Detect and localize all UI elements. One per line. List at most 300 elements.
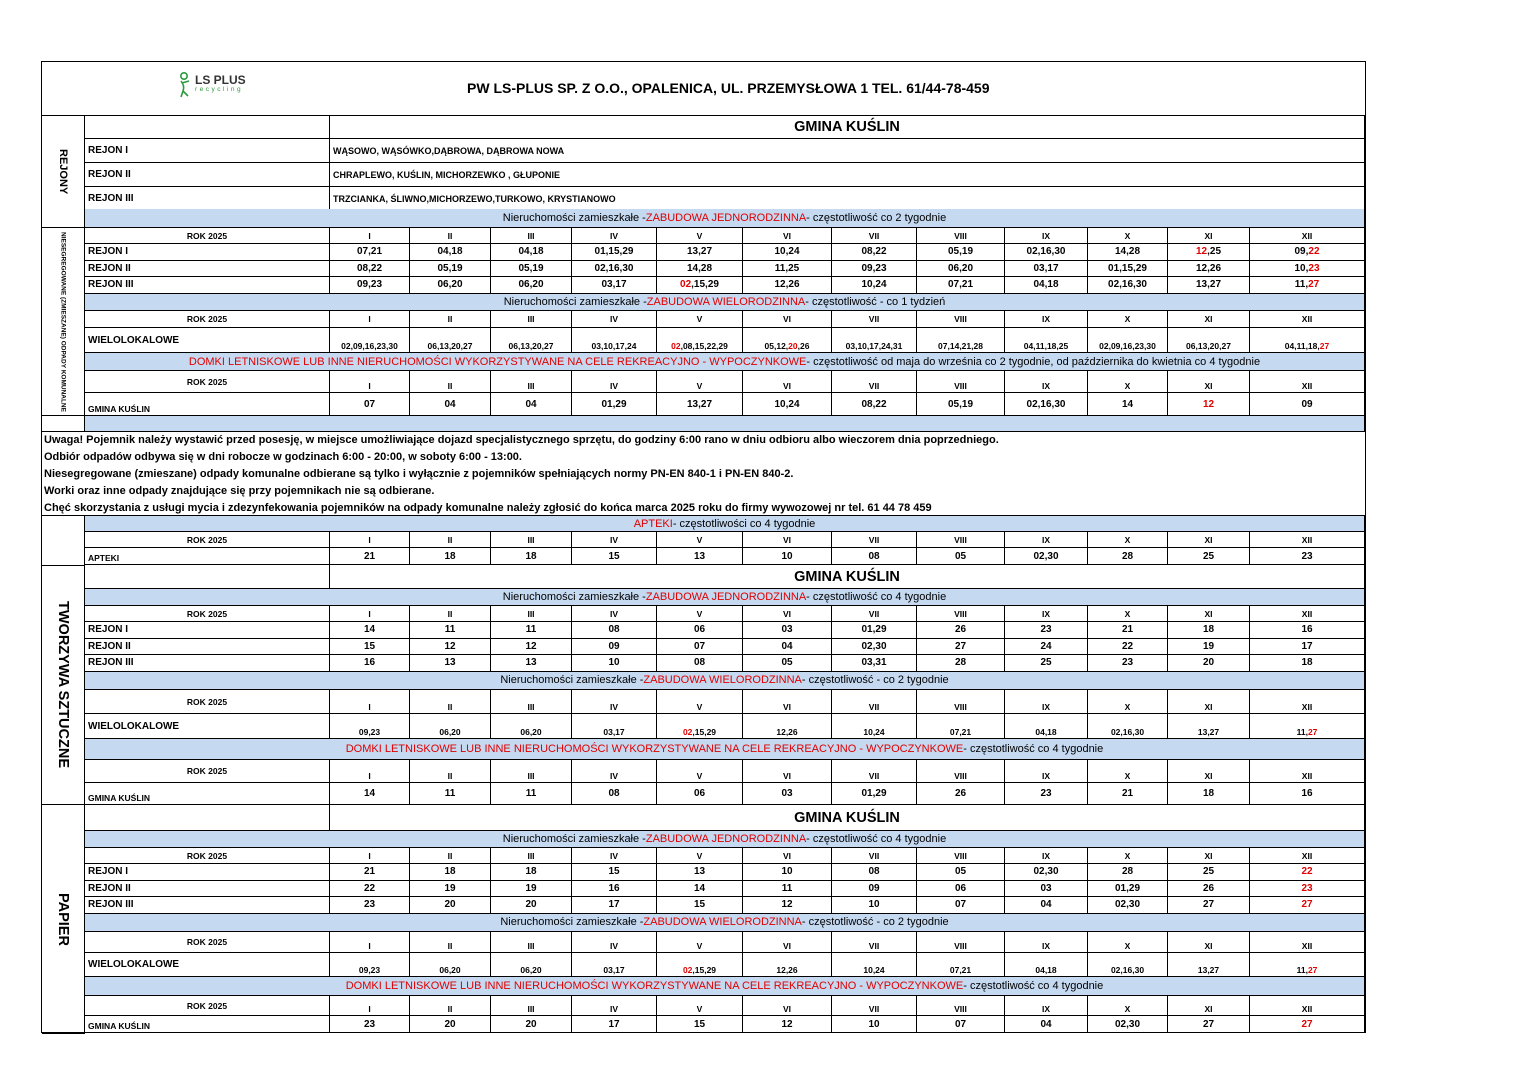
mixed-summer-header-month-VII: VII xyxy=(832,371,917,393)
paper-summer-row-value-X: 02,30 xyxy=(1088,1016,1168,1033)
plastics-multi-row-value-XII: 11, 27 xyxy=(1250,714,1365,739)
mixed-multi-band xyxy=(85,294,1365,312)
mixed-single-row-1-value-I: 07,21 xyxy=(330,244,410,261)
paper-summer-row-value-I: 23 xyxy=(330,1016,410,1033)
paper-single-header-year: ROK 2025 xyxy=(85,848,330,864)
note-line-1: Uwaga! Pojemnik należy wystawić przed posesję, w miejsce umożliwiające dojazd specjalistycznego sprzętu, do godziny 6:00 rano w dniu odbioru albo wieczorem dnia poprzedniego. xyxy=(44,434,999,446)
paper-single-row-1-value-IX: 02,30 xyxy=(1005,864,1088,881)
mixed-summer-row-value-II: 04 xyxy=(410,393,491,416)
plastics-single-row-2-value-IV: 09 xyxy=(572,639,657,656)
mixed-single-row-2-value-XII: 10, 23 xyxy=(1250,261,1365,278)
paper-single-row-3-value-XI: 27 xyxy=(1168,897,1250,914)
plastics-multi-band-text: Nieruchomości zamieszkałe - xyxy=(500,674,644,687)
plastics-summer-row-label: GMINA KUŚLIN xyxy=(85,783,330,805)
plastics-single-header-month-III: III xyxy=(491,606,572,622)
paper-summer-band-highlight: DOMKI LETNISKOWE LUB INNE NIERUCHOMOŚCI WYKORZYSTYWANE NA CELE REKREACYJNO - WYPOCZYNKOWE xyxy=(345,980,964,992)
paper-single-band-text: Nieruchomości zamieszkałe - xyxy=(502,833,646,845)
paper-single-row-1-value-I: 21 xyxy=(330,864,410,881)
paper-single-row-2-value-I: 22 xyxy=(330,881,410,898)
plastics-single-header-month-V: V xyxy=(657,606,743,622)
plastics-multi-row-value-VI: 12,26 xyxy=(743,714,832,739)
mixed-single-header-month-VI: VI xyxy=(743,228,832,244)
plastics-multi-row-value-VII: 10,24 xyxy=(832,714,917,739)
plastics-summer-band-highlight: DOMKI LETNISKOWE LUB INNE NIERUCHOMOŚCI WYKORZYSTYWANE NA CELE REKREACYJNO - WYPOCZYNKOWE xyxy=(345,743,964,755)
mixed-single-row-2-value-VIII: 06,20 xyxy=(917,261,1005,278)
plastics-gmina-title: GMINA KUŚLIN xyxy=(330,565,1365,589)
paper-single-row-1-value-VI: 10 xyxy=(743,864,832,881)
pharmacy-header-month-III: III xyxy=(491,532,572,548)
paper-multi-row-value-VIII: 07,21 xyxy=(917,953,1005,977)
mixed-single-row-2-value-VII: 09,23 xyxy=(832,261,917,278)
plastics-multi-row-value-IX: 04,18 xyxy=(1005,714,1088,739)
pharmacy-row-value-XI: 25 xyxy=(1168,548,1250,565)
paper-single-row-3-value-II: 20 xyxy=(410,897,491,914)
mixed-single-row-3-value-IV: 03,17 xyxy=(572,277,657,294)
mixed-single-row-2-value-VI: 11,25 xyxy=(743,261,832,278)
plastics-summer-row-value-X: 21 xyxy=(1088,783,1168,805)
mixed-single-row-3-label: REJON III xyxy=(85,277,330,294)
plastics-single-header-month-VII: VII xyxy=(832,606,917,622)
mixed-single-header-month-IX: IX xyxy=(1005,228,1088,244)
mixed-summer-header-month-I: I xyxy=(330,371,410,393)
plastics-single-row-2-value-II: 12 xyxy=(410,639,491,656)
paper-multi-row-value-I: 09,23 xyxy=(330,953,410,977)
plastics-summer-row-value-IV: 08 xyxy=(572,783,657,805)
paper-single-row-3-label: REJON III xyxy=(85,897,330,914)
mixed-summer-header-month-XI: XI xyxy=(1168,371,1250,393)
plastics-multi-header-month-II: II xyxy=(410,690,491,714)
mixed-summer-header-month-VI: VI xyxy=(743,371,832,393)
mixed-single-row-1-value-IX: 02,16,30 xyxy=(1005,244,1088,261)
paper-single-row-3-value-I: 23 xyxy=(330,897,410,914)
plastics-multi-header-month-VII: VII xyxy=(832,690,917,714)
mixed-single-row-3-value-VI: 12,26 xyxy=(743,277,832,294)
plastics-multi-header-month-V: V xyxy=(657,690,743,714)
plastics-single-header-year: ROK 2025 xyxy=(85,606,330,622)
plastics-multi-band-highlight: ZABUDOWA WIELORODZINNA xyxy=(643,674,802,687)
paper-summer-header-month-VI: VI xyxy=(743,996,832,1016)
mixed-multi-band-text: Nieruchomości zamieszkałe - xyxy=(503,295,647,308)
mixed-multi-row-value-I: 02,09,16,23,30 xyxy=(330,328,410,353)
mixed-multi-row-value-XII: 04,11,18, 27 xyxy=(1250,328,1365,353)
mixed-multi-band-frequency: - częstotliwość - co 1 tydzień xyxy=(805,295,946,308)
pharmacy-header-month-X: X xyxy=(1088,532,1168,548)
paper-single-row-1-value-III: 18 xyxy=(491,864,572,881)
paper-single-row-2-value-X: 01,29 xyxy=(1088,881,1168,898)
mixed-single-row-2-value-III: 05,19 xyxy=(491,261,572,278)
paper-summer-row-value-IV: 17 xyxy=(572,1016,657,1033)
paper-single-row-3-value-VII: 10 xyxy=(832,897,917,914)
mixed-multi-header-month-VIII: VIII xyxy=(917,311,1005,328)
paper-multi-row-value-VII: 10,24 xyxy=(832,953,917,977)
paper-single-row-3-value-XII: 27 xyxy=(1250,897,1365,914)
paper-summer-header-year: ROK 2025 xyxy=(85,996,330,1016)
paper-single-row-3-value-VI: 12 xyxy=(743,897,832,914)
mixed-single-row-3-value-VII: 10,24 xyxy=(832,277,917,294)
mixed-single-row-3-value-III: 06,20 xyxy=(491,277,572,294)
paper-single-row-1-label: REJON I xyxy=(85,864,330,881)
plastics-summer-header-month-III: III xyxy=(491,760,572,783)
plastics-single-band xyxy=(85,589,1365,606)
plastics-multi-header-month-IV: IV xyxy=(572,690,657,714)
pharmacy-row-value-IV: 15 xyxy=(572,548,657,565)
company-logo xyxy=(178,72,246,98)
paper-title-spacer xyxy=(85,805,330,831)
paper-summer-row-value-V: 15 xyxy=(657,1016,743,1033)
paper-summer-header-month-III: III xyxy=(491,996,572,1016)
plastics-multi-row-value-VIII: 07,21 xyxy=(917,714,1005,739)
paper-single-band xyxy=(85,831,1365,848)
mixed-single-header-month-II: II xyxy=(410,228,491,244)
regions-side-label: REJONY xyxy=(42,116,85,228)
plastics-single-header-month-XII: XII xyxy=(1250,606,1365,622)
mixed-single-row-1-value-II: 04,18 xyxy=(410,244,491,261)
plastics-single-row-3-value-VI: 05 xyxy=(743,655,832,672)
paper-single-row-1-value-VII: 08 xyxy=(832,864,917,881)
paper-single-row-3-value-VIII: 07 xyxy=(917,897,1005,914)
plastics-multi-row-value-III: 06,20 xyxy=(491,714,572,739)
plastics-summer-header-month-VII: VII xyxy=(832,760,917,783)
plastics-single-header-month-IV: IV xyxy=(572,606,657,622)
plastics-single-row-1-value-VII: 01,29 xyxy=(832,622,917,639)
mixed-summer-row-value-I: 07 xyxy=(330,393,410,416)
mixed-single-band xyxy=(85,209,1365,228)
plastics-single-row-1-value-XI: 18 xyxy=(1168,622,1250,639)
plastics-summer-header-year: ROK 2025 xyxy=(85,760,330,783)
plastics-summer-header-month-IX: IX xyxy=(1005,760,1088,783)
mixed-single-row-3-value-II: 06,20 xyxy=(410,277,491,294)
plastics-single-row-3-value-XII: 18 xyxy=(1250,655,1365,672)
plastics-multi-header-month-VI: VI xyxy=(743,690,832,714)
mixed-summer-header-month-XII: XII xyxy=(1250,371,1365,393)
mixed-multi-row-value-IV: 03,10,17,24 xyxy=(572,328,657,353)
pharmacy-row-value-VI: 10 xyxy=(743,548,832,565)
plastics-multi-row-value-V: 02 ,15,29 xyxy=(657,714,743,739)
plastics-single-row-3-value-X: 23 xyxy=(1088,655,1168,672)
paper-single-row-2-value-V: 14 xyxy=(657,881,743,898)
note-line-5: Chęć skorzystania z usługi mycia i zdezynfekowania pojemników na odpady komunalne należy zgłosić do końca marca 2025 roku do firmy wywozowej nr tel. 61 44 78 459 xyxy=(44,502,932,514)
mixed-single-header-year: ROK 2025 xyxy=(85,228,330,244)
mixed-multi-header-month-XII: XII xyxy=(1250,311,1365,328)
plastics-summer-header-month-I: I xyxy=(330,760,410,783)
plastics-single-row-2-value-VII: 02,30 xyxy=(832,639,917,656)
mixed-multi-row-value-VIII: 07,14,21,28 xyxy=(917,328,1005,353)
mixed-multi-row-value-III: 06,13,20,27 xyxy=(491,328,572,353)
mixed-single-row-2-value-II: 05,19 xyxy=(410,261,491,278)
mixed-single-row-3-value-VIII: 07,21 xyxy=(917,277,1005,294)
pharmacy-row-value-VII: 08 xyxy=(832,548,917,565)
plastics-multi-header-month-X: X xyxy=(1088,690,1168,714)
plastics-multi-band-frequency: - częstotliwość - co 2 tygodnie xyxy=(801,674,949,687)
paper-single-header-month-V: V xyxy=(657,848,743,864)
paper-single-header-month-I: I xyxy=(330,848,410,864)
mixed-multi-row-value-XI: 06,13,20,27 xyxy=(1168,328,1250,353)
paper-summer-row-value-IX: 04 xyxy=(1005,1016,1088,1033)
plastics-summer-row-value-XII: 16 xyxy=(1250,783,1365,805)
paper-single-band-highlight: ZABUDOWA JEDNORODZINNA xyxy=(645,833,807,845)
mixed-summer-header-month-IX: IX xyxy=(1005,371,1088,393)
paper-summer-header-month-XI: XI xyxy=(1168,996,1250,1016)
pharmacy-row-value-II: 18 xyxy=(410,548,491,565)
plastics-multi-header-month-III: III xyxy=(491,690,572,714)
paper-single-row-1-value-II: 18 xyxy=(410,864,491,881)
paper-multi-band-frequency: - częstotliwość - co 2 tygodnie xyxy=(801,916,949,929)
plastics-multi-band xyxy=(85,672,1365,691)
plastics-summer-band-frequency: - częstotliwość co 4 tygodnie xyxy=(963,743,1104,755)
mixed-multi-row-value-VII: 03,10,17,24,31 xyxy=(832,328,917,353)
mixed-summer-row-value-XI: 12 xyxy=(1168,393,1250,416)
plastics-single-row-1-value-I: 14 xyxy=(330,622,410,639)
paper-single-header-month-II: II xyxy=(410,848,491,864)
plastics-summer-row-value-III: 11 xyxy=(491,783,572,805)
plastics-summer-row-value-IX: 23 xyxy=(1005,783,1088,805)
pharmacy-header-month-VIII: VIII xyxy=(917,532,1005,548)
mixed-single-row-1-value-V: 13,27 xyxy=(657,244,743,261)
plastics-summer-header-month-V: V xyxy=(657,760,743,783)
region-name-2: REJON II xyxy=(85,163,330,187)
paper-single-row-2-label: REJON II xyxy=(85,881,330,898)
mixed-summer-row-value-V: 13,27 xyxy=(657,393,743,416)
mixed-multi-header-month-IV: IV xyxy=(572,311,657,328)
paper-multi-row-value-IX: 04,18 xyxy=(1005,953,1088,977)
paper-summer-row-value-XI: 27 xyxy=(1168,1016,1250,1033)
mixed-single-row-1-label: REJON I xyxy=(85,244,330,261)
plastics-summer-row-value-V: 06 xyxy=(657,783,743,805)
mixed-single-row-2-value-IV: 02,16,30 xyxy=(572,261,657,278)
paper-multi-header-month-XI: XI xyxy=(1168,932,1250,953)
paper-summer-header-month-XII: XII xyxy=(1250,996,1365,1016)
plastics-single-row-2-value-XII: 17 xyxy=(1250,639,1365,656)
plastics-single-header-month-VIII: VIII xyxy=(917,606,1005,622)
mixed-summer-header-month-IV: IV xyxy=(572,371,657,393)
mixed-single-row-1-value-VI: 10,24 xyxy=(743,244,832,261)
paper-gmina-title: GMINA KUŚLIN xyxy=(330,805,1365,831)
mixed-multi-row-value-V: 02 ,08,15,22,29 xyxy=(657,328,743,353)
plastics-single-row-3-value-VII: 03,31 xyxy=(832,655,917,672)
mixed-multi-row-value-II: 06,13,20,27 xyxy=(410,328,491,353)
paper-multi-header-month-VII: VII xyxy=(832,932,917,953)
pharmacy-header-month-XII: XII xyxy=(1250,532,1365,548)
note-line-2: Odbiór odpadów odbywa się w dni robocze w godzinach 6:00 - 20:00, w soboty 6:00 - 13:00. xyxy=(44,451,522,463)
pharmacy-header-month-I: I xyxy=(330,532,410,548)
paper-single-header-month-VII: VII xyxy=(832,848,917,864)
mixed-multi-band-highlight: ZABUDOWA WIELORODZINNA xyxy=(646,295,806,308)
pharmacy-header-month-VI: VI xyxy=(743,532,832,548)
mixed-single-row-3-value-I: 09,23 xyxy=(330,277,410,294)
plastics-single-row-3-value-II: 13 xyxy=(410,655,491,672)
paper-multi-header-month-X: X xyxy=(1088,932,1168,953)
plastics-single-row-2-value-VIII: 27 xyxy=(917,639,1005,656)
paper-summer-header-month-VII: VII xyxy=(832,996,917,1016)
paper-multi-header-month-III: III xyxy=(491,932,572,953)
plastics-multi-row-value-IV: 03,17 xyxy=(572,714,657,739)
plastics-multi-row-value-II: 06,20 xyxy=(410,714,491,739)
paper-summer-header-month-IV: IV xyxy=(572,996,657,1016)
plastics-single-band-highlight: ZABUDOWA JEDNORODZINNA xyxy=(645,591,807,603)
plastics-multi-row-value-I: 09,23 xyxy=(330,714,410,739)
paper-single-header-month-XII: XII xyxy=(1250,848,1365,864)
plastics-multi-header-month-I: I xyxy=(330,690,410,714)
plastics-single-header-month-II: II xyxy=(410,606,491,622)
plastics-single-row-1-value-X: 21 xyxy=(1088,622,1168,639)
pharmacy-row-value-I: 21 xyxy=(330,548,410,565)
plastics-single-row-1-value-IX: 23 xyxy=(1005,622,1088,639)
paper-single-band-frequency: - częstotliwość co 4 tygodnie xyxy=(806,833,947,845)
paper-multi-row-value-X: 02,16,30 xyxy=(1088,953,1168,977)
mixed-multi-row-label: WIELOLOKALOWE xyxy=(85,328,330,353)
mixed-multi-header-month-I: I xyxy=(330,311,410,328)
plastics-single-row-2-value-III: 12 xyxy=(491,639,572,656)
paper-single-row-2-value-IX: 03 xyxy=(1005,881,1088,898)
paper-multi-header-year: ROK 2025 xyxy=(85,932,330,953)
mixed-single-row-3-value-XII: 11, 27 xyxy=(1250,277,1365,294)
plastics-summer-header-month-VI: VI xyxy=(743,760,832,783)
mixed-multi-row-value-X: 02,09,16,23,30 xyxy=(1088,328,1168,353)
logo-text: LS PLUS xyxy=(195,73,246,87)
mixed-summer-header-year: ROK 2025 xyxy=(85,371,330,393)
mixed-single-row-1-value-VIII: 05,19 xyxy=(917,244,1005,261)
mixed-summer-header-month-II: II xyxy=(410,371,491,393)
region-areas-1: WĄSOWO, WĄSÓWKO,DĄBROWA, DĄBROWA NOWA xyxy=(330,139,1365,163)
paper-single-header-month-III: III xyxy=(491,848,572,864)
paper-multi-row-value-IV: 03,17 xyxy=(572,953,657,977)
mixed-multi-header-month-III: III xyxy=(491,311,572,328)
pharmacy-header-month-IV: IV xyxy=(572,532,657,548)
mixed-single-header-month-V: V xyxy=(657,228,743,244)
paper-multi-row-value-VI: 12,26 xyxy=(743,953,832,977)
paper-single-row-2-value-XI: 26 xyxy=(1168,881,1250,898)
paper-summer-row-value-VII: 10 xyxy=(832,1016,917,1033)
paper-single-row-2-value-VII: 09 xyxy=(832,881,917,898)
spacer-band xyxy=(85,416,1365,432)
mixed-summer-row-value-IV: 01,29 xyxy=(572,393,657,416)
mixed-summer-row-value-X: 14 xyxy=(1088,393,1168,416)
mixed-summer-row-value-VII: 08,22 xyxy=(832,393,917,416)
company-title: PW LS-PLUS SP. Z O.O., OPALENICA, UL. PRZEMYSŁOWA 1 TEL. 61/44-78-459 xyxy=(467,80,990,96)
paper-single-header-month-IV: IV xyxy=(572,848,657,864)
paper-multi-header-month-II: II xyxy=(410,932,491,953)
plastics-single-row-2-value-VI: 04 xyxy=(743,639,832,656)
paper-summer-header-month-VIII: VIII xyxy=(917,996,1005,1016)
paper-summer-row-value-VI: 12 xyxy=(743,1016,832,1033)
mixed-summer-row-label: GMINA KUŚLIN xyxy=(85,393,330,416)
plastics-single-row-3-value-V: 08 xyxy=(657,655,743,672)
pharmacy-header-month-VII: VII xyxy=(832,532,917,548)
plastics-single-row-3-value-IV: 10 xyxy=(572,655,657,672)
pharmacy-header-month-II: II xyxy=(410,532,491,548)
paper-single-header-month-IX: IX xyxy=(1005,848,1088,864)
plastics-single-row-2-label: REJON II xyxy=(85,639,330,656)
paper-summer-band xyxy=(85,977,1365,996)
plastics-multi-row-label: WIELOLOKALOWE xyxy=(85,714,330,739)
plastics-single-header-month-X: X xyxy=(1088,606,1168,622)
plastics-multi-header-month-VIII: VIII xyxy=(917,690,1005,714)
paper-summer-row-value-VIII: 07 xyxy=(917,1016,1005,1033)
paper-multi-band xyxy=(85,914,1365,933)
mixed-summer-row-value-III: 04 xyxy=(491,393,572,416)
mixed-multi-header-month-VI: VI xyxy=(743,311,832,328)
mixed-single-row-2-value-IX: 03,17 xyxy=(1005,261,1088,278)
mixed-single-row-1-value-X: 14,28 xyxy=(1088,244,1168,261)
paper-multi-row-value-XII: 11, 27 xyxy=(1250,953,1365,977)
pharmacy-row-value-IX: 02,30 xyxy=(1005,548,1088,565)
pharmacy-row-value-V: 13 xyxy=(657,548,743,565)
mixed-single-header-month-VIII: VIII xyxy=(917,228,1005,244)
plastics-summer-header-month-XII: XII xyxy=(1250,760,1365,783)
plastics-single-row-3-value-III: 13 xyxy=(491,655,572,672)
mixed-single-header-month-XII: XII xyxy=(1250,228,1365,244)
plastics-summer-row-value-XI: 18 xyxy=(1168,783,1250,805)
mixed-single-row-3-value-XI: 13,27 xyxy=(1168,277,1250,294)
mixed-single-row-2-value-I: 08,22 xyxy=(330,261,410,278)
pharmacy-header-month-V: V xyxy=(657,532,743,548)
gmina-title-spacer xyxy=(85,116,330,139)
plastics-single-header-month-I: I xyxy=(330,606,410,622)
plastics-multi-header-year: ROK 2025 xyxy=(85,690,330,714)
region-areas-2: CHRAPLEWO, KUŚLIN, MICHORZEWKO , GŁUPONIE xyxy=(330,163,1365,187)
paper-multi-band-highlight: ZABUDOWA WIELORODZINNA xyxy=(643,916,802,929)
paper-multi-header-month-VI: VI xyxy=(743,932,832,953)
plastics-single-row-2-value-XI: 19 xyxy=(1168,639,1250,656)
mixed-single-row-2-value-V: 14,28 xyxy=(657,261,743,278)
paper-single-row-1-value-XII: 22 xyxy=(1250,864,1365,881)
plastics-single-row-2-value-X: 22 xyxy=(1088,639,1168,656)
paper-summer-header-month-II: II xyxy=(410,996,491,1016)
paper-summer-band-frequency: - częstotliwość co 4 tygodnie xyxy=(963,980,1104,992)
paper-single-row-3-value-IX: 04 xyxy=(1005,897,1088,914)
plastics-title-spacer xyxy=(85,565,330,589)
logo-subtext: recycling xyxy=(195,86,244,93)
mixed-single-row-3-value-IX: 04,18 xyxy=(1005,277,1088,294)
paper-single-row-1-value-X: 28 xyxy=(1088,864,1168,881)
paper-single-header-month-XI: XI xyxy=(1168,848,1250,864)
plastics-multi-header-month-IX: IX xyxy=(1005,690,1088,714)
plastics-single-band-text: Nieruchomości zamieszkałe - xyxy=(502,591,646,603)
plastics-summer-row-value-VI: 03 xyxy=(743,783,832,805)
mixed-single-row-1-value-III: 04,18 xyxy=(491,244,572,261)
mixed-single-row-3-value-X: 02,16,30 xyxy=(1088,277,1168,294)
plastics-summer-header-month-VIII: VIII xyxy=(917,760,1005,783)
mixed-single-band-highlight: ZABUDOWA JEDNORODZINNA xyxy=(645,212,807,224)
plastics-single-row-1-label: REJON I xyxy=(85,622,330,639)
paper-summer-row-value-III: 20 xyxy=(491,1016,572,1033)
paper-multi-header-month-I: I xyxy=(330,932,410,953)
paper-summer-row-value-XII: 27 xyxy=(1250,1016,1365,1033)
paper-single-header-month-VI: VI xyxy=(743,848,832,864)
mixed-multi-header-month-IX: IX xyxy=(1005,311,1088,328)
note-line-3: Niesegregowane (zmieszane) odpady komunalne odbierane są tylko i wyłącznie z pojemników spełniających normy PN-EN 840-1 i PN-EN 840-2. xyxy=(44,468,794,480)
mixed-summer-header-month-V: V xyxy=(657,371,743,393)
paper-summer-header-month-V: V xyxy=(657,996,743,1016)
plastics-summer-header-month-IV: IV xyxy=(572,760,657,783)
plastics-single-row-2-value-I: 15 xyxy=(330,639,410,656)
plastics-single-row-2-value-IX: 24 xyxy=(1005,639,1088,656)
mixed-summer-row-value-IX: 02,16,30 xyxy=(1005,393,1088,416)
paper-single-row-3-value-X: 02,30 xyxy=(1088,897,1168,914)
plastics-multi-row-value-X: 02,16,30 xyxy=(1088,714,1168,739)
pharmacy-row-value-VIII: 05 xyxy=(917,548,1005,565)
mixed-single-header-month-XI: XI xyxy=(1168,228,1250,244)
plastics-single-row-1-value-VIII: 26 xyxy=(917,622,1005,639)
plastics-multi-header-month-XI: XI xyxy=(1168,690,1250,714)
paper-multi-row-label: WIELOLOKALOWE xyxy=(85,953,330,977)
mixed-single-header-month-I: I xyxy=(330,228,410,244)
paper-multi-header-month-VIII: VIII xyxy=(917,932,1005,953)
paper-multi-row-value-V: 02 ,15,29 xyxy=(657,953,743,977)
mixed-single-row-2-value-XI: 12,26 xyxy=(1168,261,1250,278)
gmina-title: GMINA KUŚLIN xyxy=(330,116,1365,139)
mixed-summer-row-value-XII: 09 xyxy=(1250,393,1365,416)
